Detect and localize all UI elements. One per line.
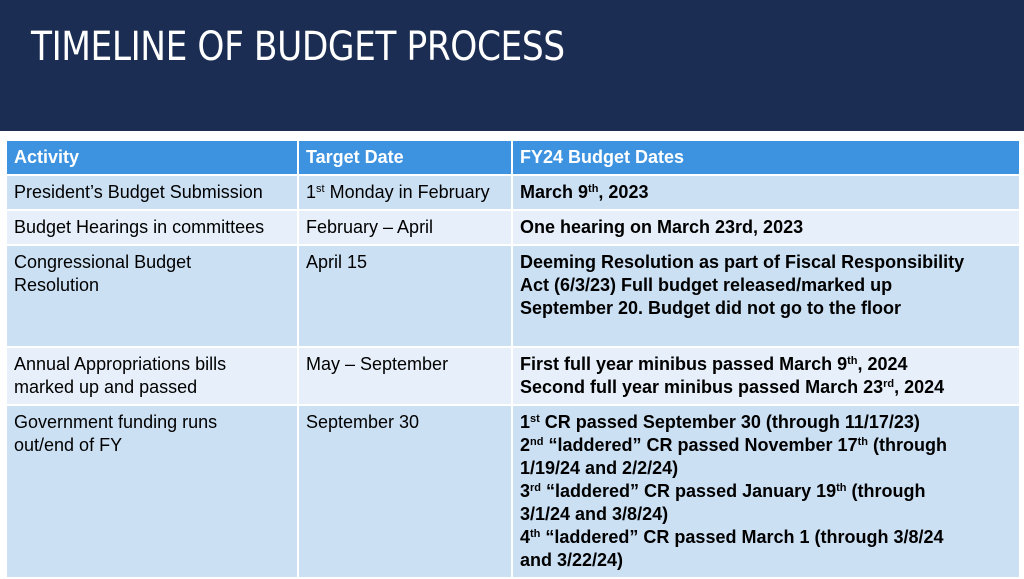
activity-line: Government funding runs xyxy=(14,412,218,432)
cell-line xyxy=(520,526,1012,549)
cell-superscript: th xyxy=(857,436,868,448)
fy24-dates-cell xyxy=(512,175,1020,210)
cell-line xyxy=(520,353,1012,376)
title-banner xyxy=(0,0,1024,131)
cell-line xyxy=(520,480,1012,503)
cell-line xyxy=(520,274,1012,297)
activity-line: Congressional Budget xyxy=(14,252,192,272)
activity-line: out/end of FY xyxy=(14,435,123,455)
activity-cell xyxy=(6,405,298,578)
activity-cell xyxy=(6,245,298,347)
budget-timeline-table xyxy=(5,139,1021,579)
activity-cell xyxy=(6,347,298,405)
cell-text: “laddered” CR passed March 1 (through 3/8/24 xyxy=(540,527,944,547)
fy24-dates-cell xyxy=(512,245,1020,347)
activity-line: Annual Appropriations bills xyxy=(14,354,227,374)
cell-superscript: st xyxy=(316,183,325,195)
cell-superscript: nd xyxy=(530,436,544,448)
cell-line xyxy=(306,181,504,204)
cell-text: 3/1/24 and 3/8/24) xyxy=(520,504,669,524)
cell-line xyxy=(520,503,1012,526)
activity-line: marked up and passed xyxy=(14,377,198,397)
cell-line xyxy=(520,434,1012,457)
cell-superscript: st xyxy=(530,413,540,425)
activity-cell xyxy=(6,175,298,210)
cell-text: , 2024 xyxy=(857,354,908,374)
cell-text: First full year minibus passed March 9 xyxy=(520,354,848,374)
cell-text: , 2023 xyxy=(598,182,649,202)
cell-text: (through xyxy=(867,435,947,455)
cell-superscript: th xyxy=(588,183,599,195)
activity-line: Budget Hearings in committees xyxy=(14,217,265,237)
cell-text: March 9 xyxy=(520,182,589,202)
cell-line xyxy=(520,411,1012,434)
cell-text: February – April xyxy=(306,217,434,237)
cell-line xyxy=(520,549,1012,572)
cell-text: April 15 xyxy=(306,252,368,272)
cell-text: September 30 xyxy=(306,412,420,432)
cell-superscript: rd xyxy=(530,482,542,494)
fy24-dates-cell xyxy=(512,347,1020,405)
cell-line xyxy=(306,251,504,274)
cell-text: 1/19/24 and 2/2/24) xyxy=(520,458,679,478)
activity-cell xyxy=(6,210,298,245)
cell-text: September 20. Budget did not go to the floor xyxy=(520,298,901,318)
table-row xyxy=(6,347,1020,405)
page-title: TIMELINE OF BUDGET PROCESS xyxy=(31,24,565,70)
cell-line xyxy=(520,457,1012,480)
target-date-cell xyxy=(298,405,512,578)
fy24-dates-cell xyxy=(512,210,1020,245)
cell-superscript: th xyxy=(836,482,847,494)
column-header-fy24-dates: FY24 Budget Dates xyxy=(512,140,1020,175)
cell-text: , 2024 xyxy=(894,377,945,397)
cell-line xyxy=(306,353,504,376)
cell-superscript: th xyxy=(847,355,858,367)
cell-text: Act (6/3/23) Full budget released/marked up xyxy=(520,275,893,295)
table-header-row xyxy=(6,140,1020,175)
cell-line xyxy=(520,297,1012,320)
cell-text: 3 xyxy=(520,481,531,501)
cell-text: Deeming Resolution as part of Fiscal Responsibility xyxy=(520,252,965,272)
cell-line xyxy=(520,216,1012,239)
cell-text: Second full year minibus passed March 23 xyxy=(520,377,884,397)
cell-text: and 3/22/24) xyxy=(520,550,624,570)
cell-line xyxy=(520,181,1012,204)
column-header-activity: Activity xyxy=(6,140,298,175)
table-row xyxy=(6,405,1020,578)
cell-superscript: th xyxy=(530,528,541,540)
cell-line xyxy=(520,376,1012,399)
target-date-cell xyxy=(298,175,512,210)
table-row xyxy=(6,175,1020,210)
table-row xyxy=(6,210,1020,245)
cell-text: 1 xyxy=(520,412,531,432)
cell-superscript: rd xyxy=(883,378,895,390)
cell-line xyxy=(520,251,1012,274)
target-date-cell xyxy=(298,245,512,347)
cell-text: “laddered” CR passed January 19 xyxy=(541,481,837,501)
cell-text: One hearing on March 23rd, 2023 xyxy=(520,217,804,237)
cell-text: 2 xyxy=(520,435,531,455)
target-date-cell xyxy=(298,347,512,405)
cell-line xyxy=(306,216,504,239)
cell-text: 1 xyxy=(306,182,317,202)
activity-line: President’s Budget Submission xyxy=(14,182,263,202)
target-date-cell xyxy=(298,210,512,245)
cell-text: “laddered” CR passed November 17 xyxy=(543,435,858,455)
activity-line: Resolution xyxy=(14,275,100,295)
cell-text: CR passed September 30 (through 11/17/23) xyxy=(539,412,920,432)
column-header-target-date: Target Date xyxy=(298,140,512,175)
table-row xyxy=(6,245,1020,347)
cell-text: Monday in February xyxy=(324,182,490,202)
fy24-dates-cell xyxy=(512,405,1020,578)
cell-text: May – September xyxy=(306,354,449,374)
cell-line xyxy=(306,411,504,434)
cell-text: 4 xyxy=(520,527,531,547)
cell-text: (through xyxy=(846,481,926,501)
